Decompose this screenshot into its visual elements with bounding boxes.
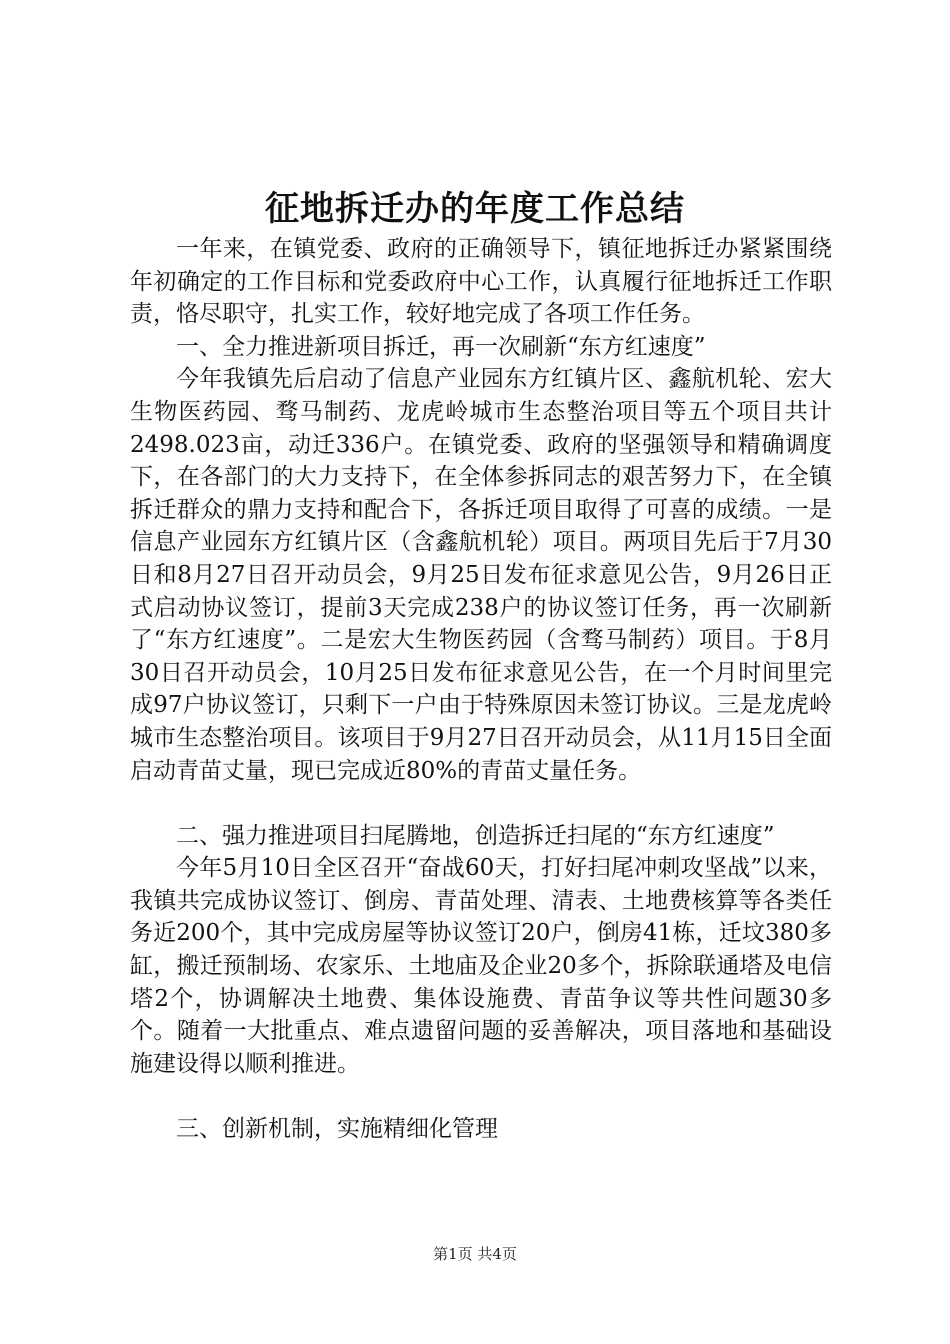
page-number: 第1页 共4页 [433, 1245, 517, 1263]
section-heading-3: 三、创新机制，实施精细化管理 [176, 1116, 498, 1143]
paragraph-gap [130, 787, 832, 820]
intro-paragraph: 一年来，在镇党委、政府的正确领导下，镇征地拆迁办紧紧围绕年初确定的工作目标和党委政府中心工作，认真履行征地拆迁工作职责，恪尽职守，扎实工作，较好地完成了各项工作任务。 [130, 236, 832, 328]
document-body [130, 233, 832, 1146]
paragraph-gap [130, 1080, 832, 1113]
section-2-paragraph: 今年5月10日全区召开“奋战60天，打好扫尾冲刺攻坚战”以来，我镇共完成协议签订、倒房、青苗处理、清表、土地费核算等各类任务近200个，其中完成房屋等协议签订20户，倒房41栋，迁坟380多缸，搬迁预制场、农家乐、土地庙及企业20多个，拆除联通塔及电信塔2个，协调解决土地费、集体设施费、青苗争议等共性问题30多个。随着一大批重点、难点遗留问题的妥善解决，项目落地和基础设施建设得以顺利推进。 [130, 855, 832, 1077]
section-1-paragraph: 今年我镇先后启动了信息产业园东方红镇片区、鑫航机轮、宏大生物医药园、骛马制药、龙虎岭城市生态整治项目等五个项目共计2498.023亩，动迁336户。在镇党委、政府的坚强领导和精确调度下，在各部门的大力支持下，在全体参拆同志的艰苦努力下，在全镇拆迁群众的鼎力支持和配合下，各拆迁项目取得了可喜的成绩。一是信息产业园东方红镇片区（含鑫航机轮）项目。两项目先后于7月30日和8月27日召开动员会，9月25日发布征求意见公告，9月26日正式启动协议签订，提前3天完成238户的协议签订任务，再一次刷新了“东方红速度”。二是宏大生物医药园（含骛马制药）项目。于8月30日召开动员会，10月25日发布征求意见公告，在一个月时间里完成97户协议签订，只剩下一户由于特殊原因未签订协议。三是龙虎岭城市生态整治项目。该项目于9月27日召开动员会，从11月15日全面启动青苗丈量，现已完成近80%的青苗丈量任务。 [130, 366, 832, 784]
document-title: 征地拆迁办的年度工作总结 [265, 189, 685, 229]
section-heading-1: 一、全力推进新项目拆迁，再一次刷新“东方红速度” [176, 333, 706, 360]
section-heading-2: 二、强力推进项目扫尾腾地，创造拆迁扫尾的“东方红速度” [176, 822, 775, 849]
